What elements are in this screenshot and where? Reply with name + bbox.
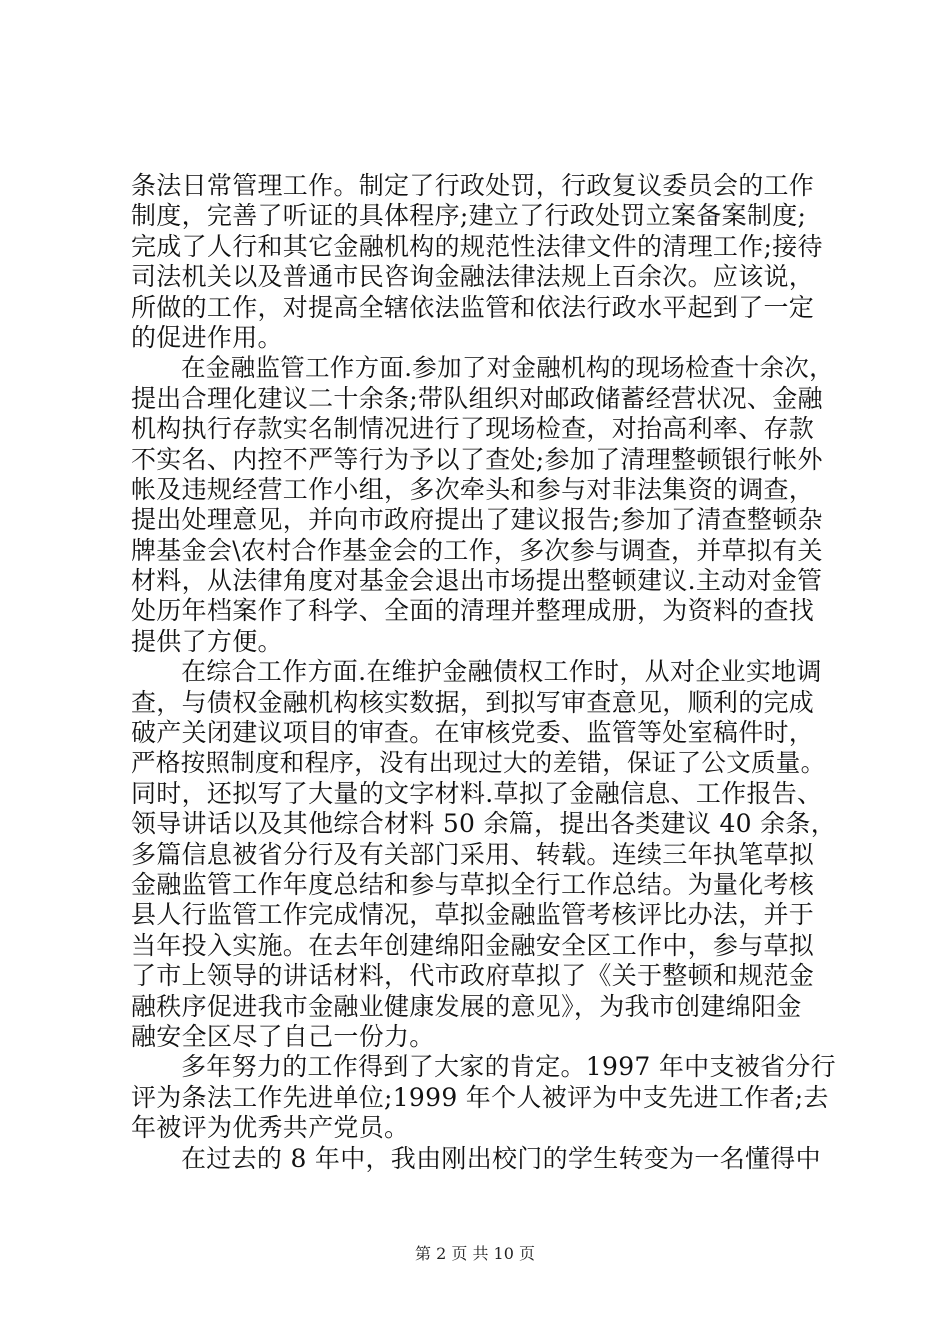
text-line: 领导讲话以及其他综合材料 50 余篇，提出各类建议 40 余条， — [131, 809, 837, 839]
text-line: 年被评为优秀共产党员。 — [131, 1113, 410, 1143]
text-line: 完成了人行和其它金融机构的规范性法律文件的清理工作;接待 — [131, 231, 823, 261]
text-line: 破产关闭建议项目的审查。在审核党委、监管等处室稿件时， — [131, 718, 815, 748]
text-line: 金融监管工作年度总结和参与草拟全行工作总结。为量化考核 — [131, 869, 815, 899]
text-line: 在金融监管工作方面.参加了对金融机构的现场检查十余次， — [181, 353, 834, 383]
paragraph — [131, 1052, 836, 1143]
text-line: 提供了方便。 — [131, 626, 283, 656]
document-body — [131, 171, 836, 1174]
text-line: 了市上领导的讲话材料，代市政府草拟了《关于整顿和规范金 — [131, 961, 815, 991]
paragraph — [131, 1144, 836, 1174]
text-line: 融安全区尽了自己一份力。 — [131, 1021, 435, 1051]
text-line: 县人行监管工作完成情况，草拟金融监管考核评比办法，并于 — [131, 900, 815, 930]
text-line: 同时，还拟写了大量的文字材料.草拟了金融信息、工作报告、 — [131, 778, 823, 808]
text-line: 帐及违规经营工作小组，多次牵头和参与对非法集资的调查， — [131, 474, 815, 504]
text-line: 融秩序促进我市金融业健康发展的意见》，为我市创建绵阳金 — [131, 991, 802, 1021]
paragraph — [131, 657, 836, 1052]
text-line: 严格按照制度和程序，没有出现过大的差错，保证了公文质量。 — [131, 748, 826, 778]
text-line: 处历年档案作了科学、全面的清理并整理成册，为资料的查找 — [131, 596, 815, 626]
text-line: 当年投入实施。在去年创建绵阳金融安全区工作中，参与草拟 — [131, 930, 815, 960]
text-line: 机构执行存款实名制情况进行了现场检查，对抬高利率、存款 — [131, 414, 815, 444]
text-line: 提出合理化建议二十余条;带队组织对邮政储蓄经营状况、金融 — [131, 383, 823, 413]
text-line: 多篇信息被省分行及有关部门采用、转载。连续三年执笔草拟 — [131, 839, 815, 869]
paragraph — [131, 171, 836, 353]
text-line: 制度，完善了听证的具体程序;建立了行政处罚立案备案制度; — [131, 201, 807, 231]
text-line: 的促进作用。 — [131, 322, 283, 352]
text-line: 在过去的 8 年中，我由刚出校门的学生转变为一名懂得中 — [181, 1143, 821, 1173]
text-line: 所做的工作，对提高全辖依法监管和依法行政水平起到了一定 — [131, 292, 815, 322]
text-line: 查，与债权金融机构核实数据，到拟写审查意见，顺利的完成 — [131, 687, 815, 717]
text-line: 提出处理意见，并向市政府提出了建议报告;参加了清查整顿杂 — [131, 505, 823, 535]
page-footer: 第 2 页 共 10 页 — [415, 1244, 535, 1263]
paragraph — [131, 353, 836, 657]
text-line: 评为条法工作先进单位;1999 年个人被评为中支先进工作者;去 — [131, 1082, 829, 1112]
text-line: 不实名、内控不严等行为予以了查处;参加了清理整顿银行帐外 — [131, 444, 823, 474]
text-line: 牌基金会\农村合作基金会的工作，多次参与调查，并草拟有关 — [131, 535, 823, 565]
text-line: 条法日常管理工作。制定了行政处罚，行政复议委员会的工作 — [131, 171, 815, 200]
text-line: 多年努力的工作得到了大家的肯定。1997 年中支被省分行 — [181, 1052, 836, 1082]
text-line: 材料，从法律角度对基金会退出市场提出整顿建议.主动对金管 — [131, 566, 823, 596]
text-line: 在综合工作方面.在维护金融债权工作时，从对企业实地调 — [181, 657, 822, 687]
text-line: 司法机关以及普通市民咨询金融法律法规上百余次。应该说， — [131, 262, 815, 292]
